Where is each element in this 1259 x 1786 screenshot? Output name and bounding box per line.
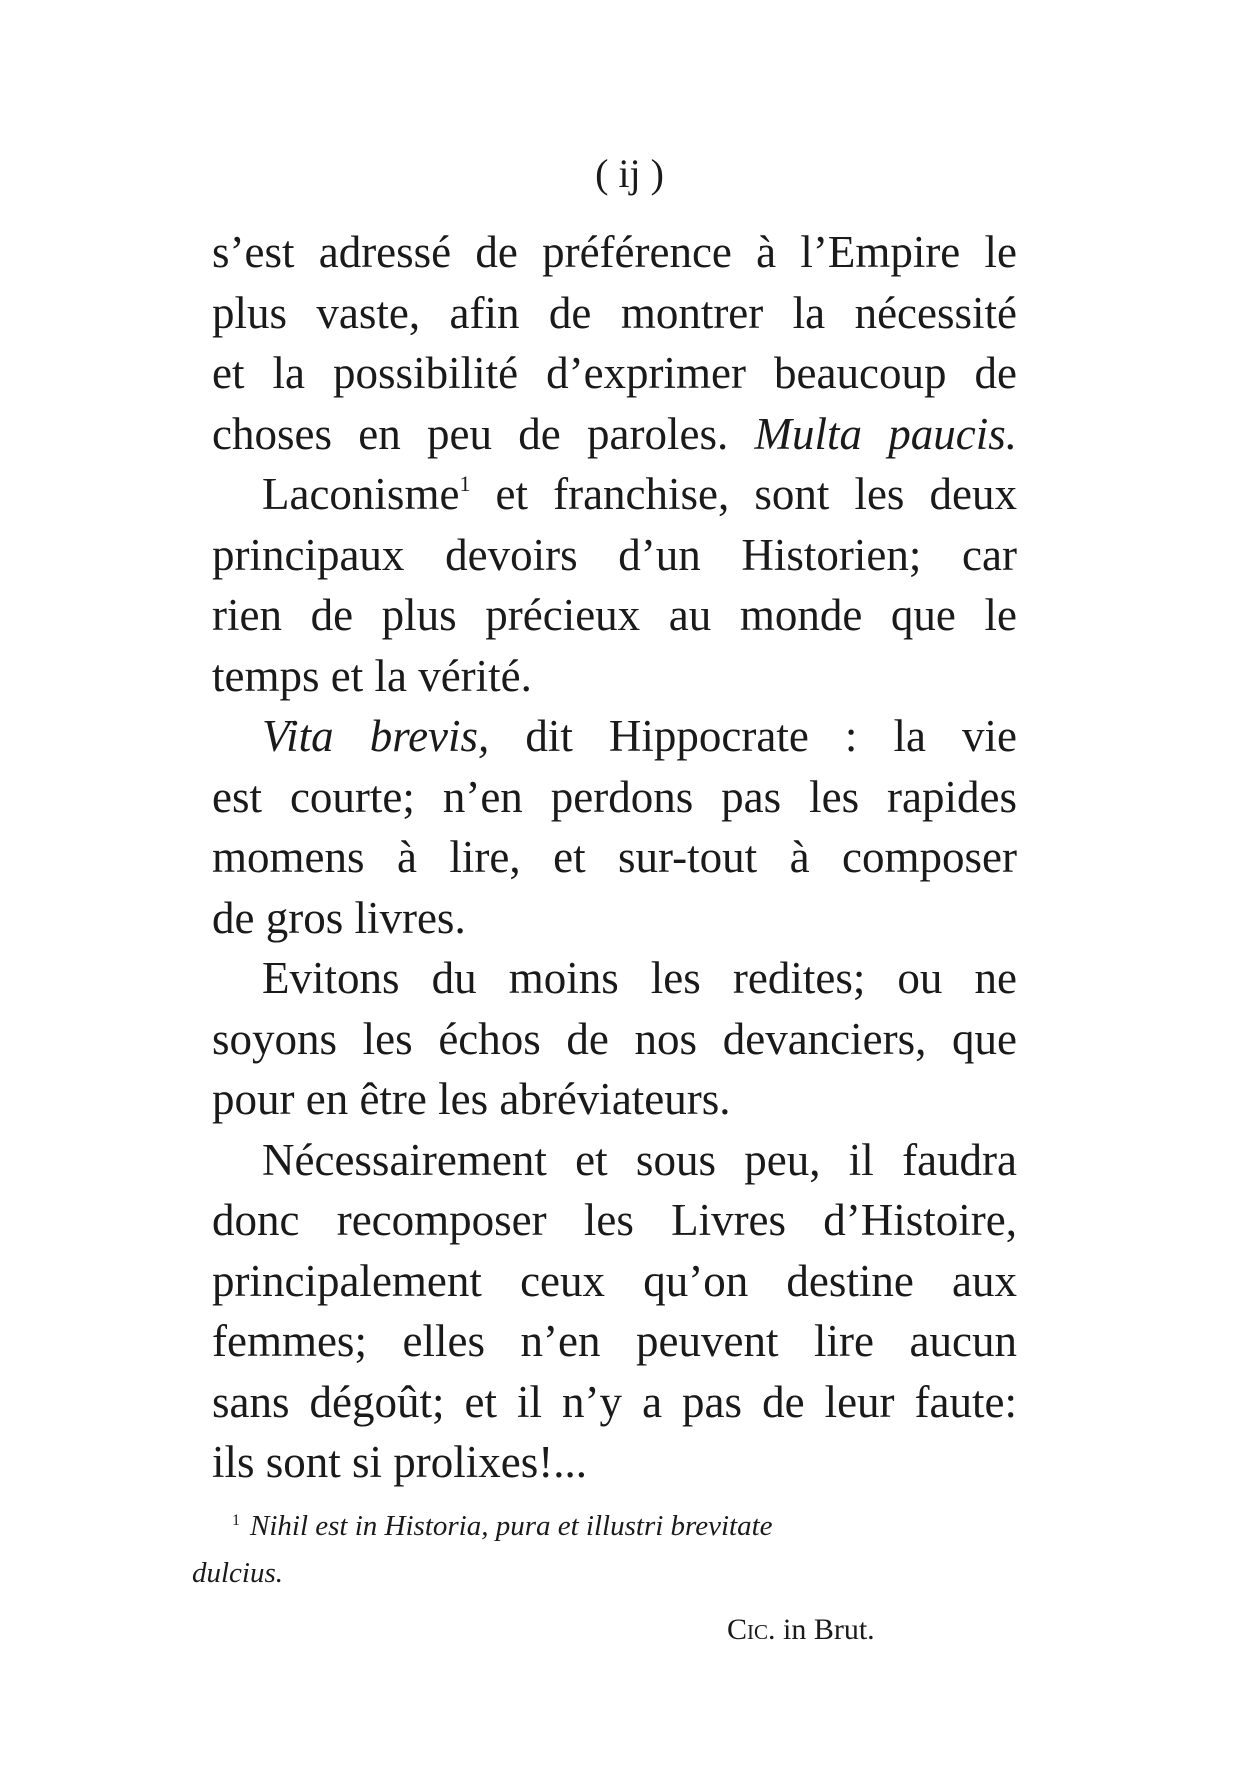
footnote-line: dulcius.	[192, 1557, 284, 1589]
text-line: sans dégoût; et il n’y a pas de leur faute:	[212, 1376, 1017, 1427]
text-line: temps et la vérité.	[212, 650, 532, 701]
text-line: ils sont si prolixes!...	[212, 1437, 588, 1487]
text-line	[212, 404, 1017, 465]
text-line: momens à lire, et sur-tout à composer	[212, 832, 1017, 882]
text-line: Evitons du moins les redites; ou ne	[262, 953, 1017, 1003]
text-line: de gros livres.	[212, 892, 466, 943]
text-line: Nécessairement et sous peu, il faudra	[262, 1134, 1017, 1185]
footnote	[192, 1497, 1022, 1597]
footnote-citation	[727, 1610, 875, 1650]
text-line: donc recomposer les Livres d’Histoire,	[212, 1195, 1017, 1245]
body-text	[212, 222, 1017, 1493]
footnote-text: Nihil est in Historia, pura et illustri brevitate	[250, 1510, 773, 1542]
text-line: s’est adressé de préférence à l’Empire le	[212, 227, 1017, 277]
text-line: rien de plus précieux au monde que le	[212, 590, 1017, 640]
footnote-marker: 1	[232, 1512, 240, 1529]
text-segment: choses en peu de paroles.	[212, 408, 729, 459]
text-line: principaux devoirs d’un Historien; car	[212, 529, 1017, 580]
footnote-reference: 1	[459, 471, 471, 496]
text-segment: et franchise, sont les deux	[495, 469, 1017, 519]
text-line: plus vaste, afin de montrer la nécessité	[212, 287, 1017, 338]
text-line: principalement ceux qu’on destine aux	[212, 1255, 1017, 1306]
citation-author: Cic.	[727, 1613, 776, 1646]
page-header: ( ij )	[595, 151, 664, 196]
text-line: pour en être les abréviateurs.	[212, 1074, 731, 1124]
text-line: soyons les échos de nos devanciers, que	[212, 1013, 1017, 1064]
text-line: est courte; n’en perdons pas les rapides	[212, 771, 1017, 822]
text-segment: dit Hippocrate : la vie	[525, 711, 1017, 761]
footnote-line	[192, 1497, 1022, 1550]
latin-phrase: Multa paucis.	[754, 408, 1017, 459]
text-line: et la possibilité d’exprimer beaucoup de	[212, 348, 1017, 398]
text-line: femmes; elles n’en peuvent lire aucun	[212, 1316, 1017, 1366]
text-line	[212, 706, 1017, 767]
text-line	[212, 464, 1017, 525]
latin-phrase: Vita brevis,	[262, 711, 490, 761]
text-segment: Laconisme	[262, 469, 460, 519]
citation-work: in Brut.	[783, 1613, 875, 1646]
